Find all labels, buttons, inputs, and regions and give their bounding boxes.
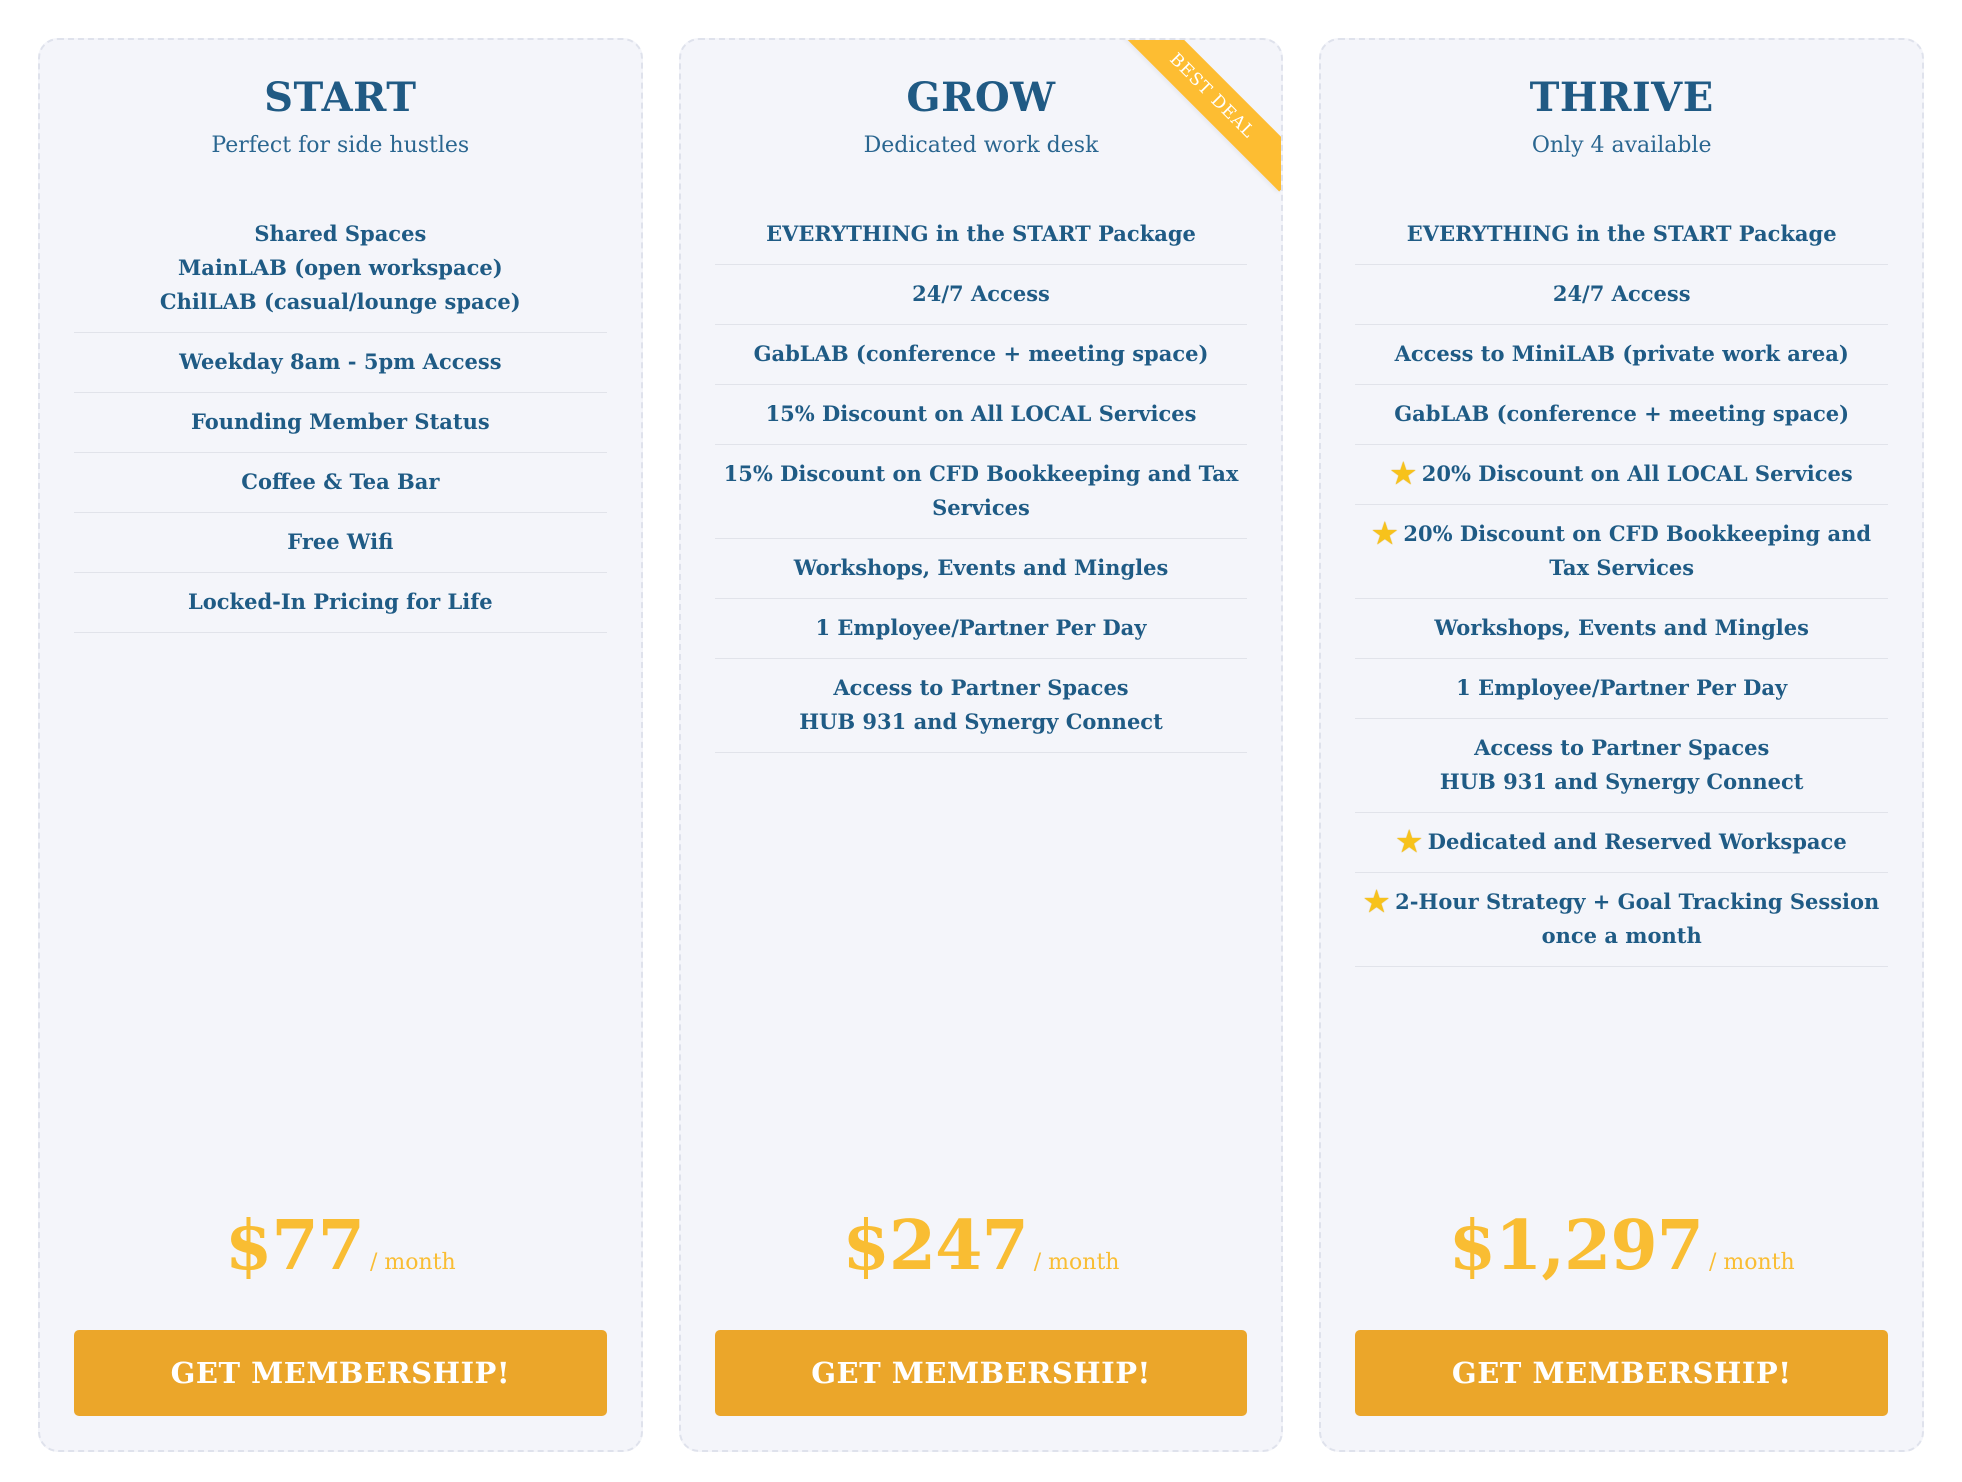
feature-item xyxy=(74,573,607,633)
feature-label: HUB 931 and Synergy Connect xyxy=(799,708,1163,734)
feature-text xyxy=(80,525,601,559)
feature-item xyxy=(715,659,1248,753)
plan-subtitle: Dedicated work desk xyxy=(863,133,1099,158)
feature-text xyxy=(721,337,1242,371)
feature-item xyxy=(74,205,607,333)
feature-label: GabLAB (conference + meeting space) xyxy=(753,340,1209,366)
feature-label: Dedicated and Reserved Workspace xyxy=(1427,828,1847,854)
feature-item xyxy=(74,453,607,513)
get-membership-button[interactable]: GET MEMBERSHIP! xyxy=(715,1330,1248,1416)
feature-item xyxy=(1355,205,1888,265)
feature-text xyxy=(721,277,1242,311)
best-deal-ribbon: BEST DEAL xyxy=(1117,38,1283,191)
star-icon: ★ xyxy=(1364,884,1390,918)
feature-text xyxy=(80,285,601,319)
feature-text xyxy=(80,585,601,619)
price-period: / month xyxy=(369,1250,456,1275)
feature-text xyxy=(80,465,601,499)
price-period: / month xyxy=(1708,1250,1795,1275)
feature-label: Weekday 8am - 5pm Access xyxy=(179,348,502,374)
feature-text xyxy=(1361,457,1882,491)
star-icon: ★ xyxy=(1390,456,1416,490)
feature-text xyxy=(1361,671,1882,705)
feature-label: Workshops, Events and Mingles xyxy=(1434,614,1809,640)
feature-text xyxy=(1361,731,1882,765)
price-amount: $1,297 xyxy=(1448,1206,1703,1286)
feature-label: 1 Employee/Partner Per Day xyxy=(1456,674,1788,700)
feature-text xyxy=(1361,337,1882,371)
spacer xyxy=(1355,967,1888,1206)
price xyxy=(1355,1206,1888,1286)
feature-text xyxy=(1361,765,1882,799)
feature-label: Access to Partner Spaces xyxy=(833,674,1129,700)
plan-card-start xyxy=(38,38,643,1452)
feature-text xyxy=(80,217,601,251)
feature-label: MainLAB (open workspace) xyxy=(177,254,503,280)
price xyxy=(74,1206,607,1286)
feature-item xyxy=(715,445,1248,539)
feature-label: 24/7 Access xyxy=(1552,280,1691,306)
feature-item xyxy=(1355,873,1888,967)
feature-item xyxy=(74,513,607,573)
feature-text xyxy=(1361,825,1882,859)
feature-label: EVERYTHING in the START Package xyxy=(1406,220,1837,246)
feature-label: 15% Discount on CFD Bookkeeping and Tax Services xyxy=(723,460,1239,520)
feature-text xyxy=(1361,611,1882,645)
feature-label: Free Wifi xyxy=(287,528,394,554)
feature-label: ChilLAB (casual/lounge space) xyxy=(159,288,521,314)
feature-label: HUB 931 and Synergy Connect xyxy=(1439,768,1804,794)
price-amount: $247 xyxy=(842,1206,1028,1286)
feature-text xyxy=(80,345,601,379)
feature-text xyxy=(721,551,1242,585)
feature-label: Shared Spaces xyxy=(254,220,427,246)
feature-text xyxy=(721,457,1242,525)
feature-item xyxy=(1355,659,1888,719)
feature-text xyxy=(721,611,1242,645)
feature-item xyxy=(715,599,1248,659)
spacer xyxy=(715,753,1248,1206)
feature-item xyxy=(1355,265,1888,325)
feature-list xyxy=(715,205,1248,753)
feature-text xyxy=(721,217,1242,251)
plan-subtitle: Only 4 available xyxy=(1531,133,1712,158)
feature-label: Founding Member Status xyxy=(190,408,490,434)
feature-item xyxy=(715,325,1248,385)
feature-item xyxy=(74,393,607,453)
feature-list xyxy=(74,205,607,633)
feature-label: 20% Discount on CFD Bookkeeping and Tax Services xyxy=(1403,520,1872,580)
feature-text xyxy=(1361,397,1882,431)
spacer xyxy=(74,633,607,1206)
feature-text xyxy=(721,397,1242,431)
feature-text xyxy=(721,671,1242,705)
feature-item xyxy=(1355,719,1888,813)
feature-item xyxy=(715,539,1248,599)
feature-label: 20% Discount on All LOCAL Services xyxy=(1421,460,1853,486)
star-icon: ★ xyxy=(1396,824,1422,858)
feature-item xyxy=(1355,599,1888,659)
feature-text xyxy=(721,705,1242,739)
pricing-plans xyxy=(38,38,1924,1452)
feature-label: Locked-In Pricing for Life xyxy=(187,588,493,614)
star-icon: ★ xyxy=(1372,516,1398,550)
feature-item xyxy=(715,385,1248,445)
feature-item xyxy=(715,265,1248,325)
plan-name: START xyxy=(264,74,417,121)
feature-text xyxy=(1361,277,1882,311)
plan-subtitle: Perfect for side hustles xyxy=(211,133,470,158)
feature-label: Workshops, Events and Mingles xyxy=(793,554,1169,580)
feature-text xyxy=(80,251,601,285)
plan-card-thrive xyxy=(1319,38,1924,1452)
feature-text xyxy=(1361,885,1882,953)
price xyxy=(715,1206,1248,1286)
feature-label: 15% Discount on All LOCAL Services xyxy=(765,400,1197,426)
feature-label: Access to Partner Spaces xyxy=(1474,734,1770,760)
feature-item xyxy=(1355,505,1888,599)
price-period: / month xyxy=(1033,1250,1120,1275)
feature-label: 24/7 Access xyxy=(912,280,1050,306)
feature-item xyxy=(74,333,607,393)
feature-text xyxy=(80,405,601,439)
plan-name: THRIVE xyxy=(1529,74,1714,121)
feature-item xyxy=(1355,445,1888,505)
price-amount: $77 xyxy=(225,1206,364,1286)
feature-label: Coffee & Tea Bar xyxy=(241,468,440,494)
feature-item xyxy=(1355,813,1888,873)
feature-item xyxy=(1355,325,1888,385)
feature-label: 1 Employee/Partner Per Day xyxy=(815,614,1147,640)
feature-label: 2-Hour Strategy + Goal Tracking Session once a month xyxy=(1395,888,1880,948)
feature-label: GabLAB (conference + meeting space) xyxy=(1394,400,1850,426)
feature-text xyxy=(1361,517,1882,585)
feature-label: Access to MiniLAB (private work area) xyxy=(1394,340,1849,366)
plan-card-grow xyxy=(679,38,1284,1452)
feature-list xyxy=(1355,205,1888,967)
get-membership-button[interactable]: GET MEMBERSHIP! xyxy=(1355,1330,1888,1416)
get-membership-button[interactable]: GET MEMBERSHIP! xyxy=(74,1330,607,1416)
feature-text xyxy=(1361,217,1882,251)
feature-label: EVERYTHING in the START Package xyxy=(766,220,1196,246)
plan-name: GROW xyxy=(906,74,1056,121)
feature-item xyxy=(1355,385,1888,445)
feature-item xyxy=(715,205,1248,265)
